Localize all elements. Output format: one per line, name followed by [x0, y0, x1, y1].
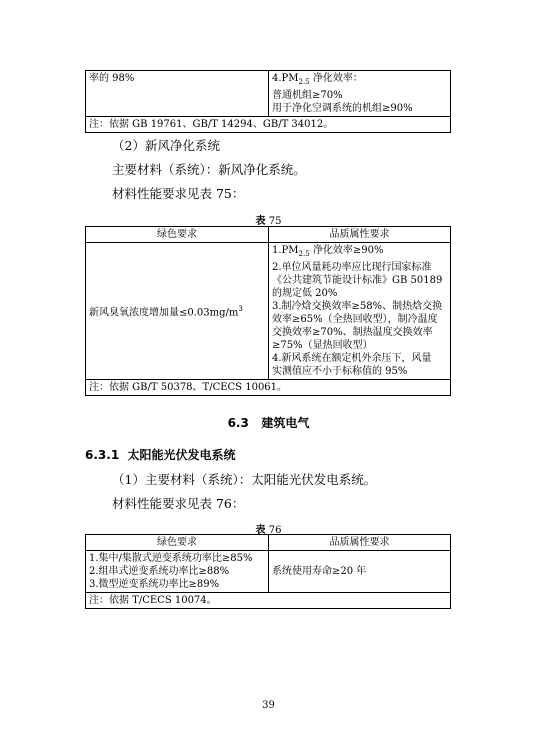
- cell-line: 1.集中/集散式逆变系统功率比≥85%: [89, 553, 253, 564]
- table-row: [86, 71, 451, 117]
- paragraph-material: 主要材料（系统）：新风净化系统。: [112, 162, 306, 177]
- cell-line: ≥75%（显热回收型）: [272, 340, 373, 351]
- cell-text: 率的 98%: [89, 73, 135, 84]
- column-header: 绿色要求: [86, 535, 269, 551]
- table-cell: [269, 71, 451, 117]
- column-header: 品质属性要求: [269, 535, 451, 551]
- table-75: [85, 226, 451, 396]
- table-note-row: [86, 117, 451, 133]
- column-header: 绿色要求: [86, 227, 269, 243]
- table-note: 注：依据 GB/T 50378、T/CECS 10061。: [86, 380, 451, 396]
- table-caption: 表 75: [255, 216, 282, 227]
- table-cell: 新风臭氧浓度增加量$\le 0.03mg/m^3$: [86, 243, 269, 380]
- cell-line: $4.PM_{2.5}$ 净化效率：: [272, 73, 363, 86]
- cell-line: $1.PM_{2.5}$ 净化效率≥90%: [272, 245, 384, 258]
- table-74-continued: [85, 70, 451, 133]
- cell-line: 4.新风系统在额定机外余压下，风量: [272, 353, 432, 364]
- paragraph-ref: 材料性能要求见表 75：: [112, 186, 245, 201]
- table-header-row: [86, 535, 451, 551]
- column-header: 品质属性要求: [269, 227, 451, 243]
- cell-line: 3.制冷焓交换效率≥58%、制热焓交换: [272, 301, 443, 312]
- cell-line: 2.单位风量耗功率应比现行国家标准: [272, 262, 432, 273]
- section-heading-6-3-1: 6.3.1 太阳能光伏发电系统: [85, 448, 236, 462]
- table-cell: [269, 243, 451, 380]
- cell-line: 实测值应不小于标称值的 95%: [272, 366, 408, 377]
- table-caption: 表 76: [255, 525, 282, 536]
- section-heading-6-3: 6.3 建筑电气: [227, 416, 310, 430]
- table-76: [85, 534, 451, 609]
- table-note-row: [86, 380, 451, 396]
- page-number: 39: [262, 700, 275, 711]
- cell-line: 3.微型逆变系统功率比≥89%: [89, 579, 220, 590]
- paragraph-material: （1）主要材料（系统）：太阳能光伏发电系统。: [112, 472, 377, 487]
- cell-line: 效率≥65%（全热回收型），制冷温度: [272, 314, 438, 325]
- table-row: [86, 243, 451, 380]
- cell-line: 交换效率≥70%、制热温度交换效率: [272, 327, 433, 338]
- cell-line: 普通机组≥70%: [272, 90, 343, 101]
- table-note-row: [86, 593, 451, 609]
- table-cell: [86, 71, 269, 117]
- table-cell: 系统使用寿命≥20 年: [269, 551, 451, 593]
- cell-line: 用于净化空调系统的机组≥90%: [272, 103, 413, 114]
- cell-line: 《公共建筑节能设计标准》GB 50189: [272, 275, 443, 286]
- subsection-heading: （2）新风净化系统: [112, 138, 220, 153]
- cell-line: 2.组串式逆变系统功率比≥88%: [89, 566, 230, 577]
- cell-line: 的规定低 20%: [272, 288, 338, 299]
- table-cell: [86, 551, 269, 593]
- paragraph-ref: 材料性能要求见表 76：: [112, 496, 245, 511]
- table-note: 注：依据 GB 19761、GB/T 14294、GB/T 34012。: [86, 117, 451, 133]
- table-row: [86, 551, 451, 593]
- table-note: 注：依据 T/CECS 10074。: [86, 593, 451, 609]
- table-header-row: [86, 227, 451, 243]
